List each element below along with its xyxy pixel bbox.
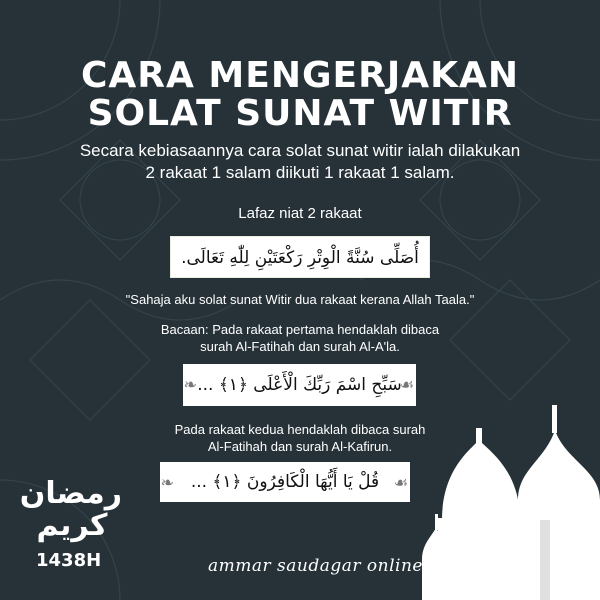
rakaat2-arabic-text: قُلْ يَا أَيُّهَا الْكَافِرُونَ ﴿١﴾ ...: [190, 472, 380, 492]
ornament-right-icon: ☙: [393, 473, 408, 492]
niat-translation: "Sahaja aku solat sunat Witir dua rakaat kerana Allah Taala.": [125, 292, 475, 307]
page-title-line-2: SOLAT SUNAT WITIR: [87, 93, 513, 134]
ramadan-calligraphy-line-1: رمضان: [19, 476, 122, 511]
ramadan-calligraphy-line-2: كريم: [36, 508, 108, 543]
rakaat2-line-1: Pada rakaat kedua hendaklah dibaca surah: [174, 422, 426, 437]
hijri-year: 1438H: [36, 550, 102, 571]
credit-text: ammar saudagar online: [208, 556, 423, 576]
rakaat1-line-1: Bacaan: Pada rakaat pertama hendaklah dibaca: [160, 322, 440, 337]
rakaat1-line-2: surah Al-Fatihah dan surah Al-A'la.: [200, 339, 400, 354]
rakaat2-line-2: Al-Fatihah dan surah Al-Kafirun.: [207, 439, 393, 454]
niat-arabic-text: أُصَلِّى سُنَّةً الْوِتْرِ رَكْعَتَيْنِ لِلّٰهِ تَعَالَى.: [181, 248, 419, 268]
ornament-right-icon: ☙: [399, 375, 414, 394]
ornament-left-icon: ❧: [160, 473, 174, 492]
niat-heading: Lafaz niat 2 rakaat: [238, 205, 362, 222]
intro-line-1: Secara kebiasaannya cara solat sunat witir ialah dilakukan: [79, 141, 521, 160]
rakaat1-arabic-text: سَبِّحِ اسْمَ رَبِّكَ الْأَعْلَى ﴿١﴾ ...: [197, 375, 402, 395]
intro-line-2: 2 rakaat 1 salam diikuti 1 rakaat 1 salam.: [145, 163, 455, 182]
ornament-left-icon: ❧: [183, 375, 197, 394]
page-title-line-1: CARA MENGERJAKAN: [81, 55, 519, 96]
